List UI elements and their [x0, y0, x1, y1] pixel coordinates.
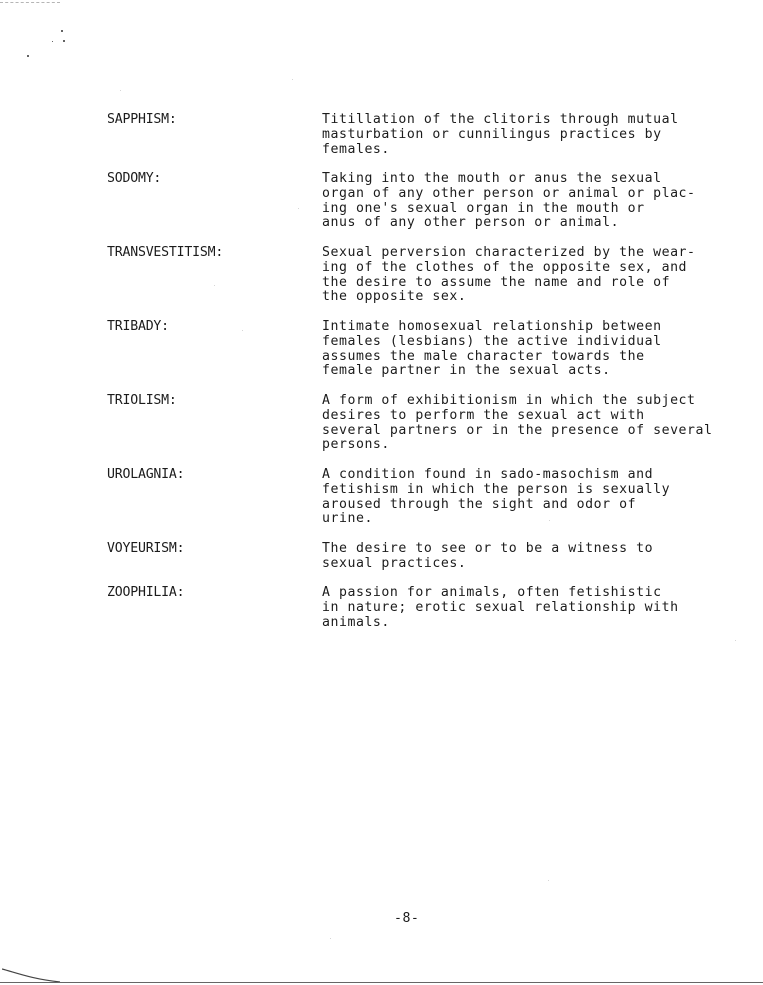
scan-speck: [120, 90, 121, 91]
definition-line: ing of the clothes of the opposite sex, and: [322, 259, 688, 275]
scan-speck: [298, 208, 299, 209]
definition-line: Titillation of the clitoris through mutual: [322, 112, 679, 127]
definition-line: urine.: [322, 511, 373, 527]
glossary-term-urolagnia: UROLAGNIA:: [107, 467, 185, 482]
scan-bottom-edge: [0, 982, 763, 983]
glossary-definition-sapphism: [322, 113, 742, 157]
definition-line: Taking into the mouth or anus the sexual: [322, 171, 662, 186]
glossary-term-sodomy: SODOMY:: [107, 171, 162, 186]
definition-line: A form of exhibitionism in which the subject: [322, 393, 696, 408]
scan-edge-mark: [0, 2, 60, 3]
scan-speck: [292, 79, 293, 80]
definition-line: aroused through the sight and odor of: [322, 496, 637, 512]
glossary-definition-tribady: [322, 320, 742, 379]
scan-edge-curl: [2, 965, 62, 983]
definition-line: females (lesbians) the active individual: [322, 333, 662, 349]
glossary-term-voyeurism: VOYEURISM:: [107, 541, 185, 556]
scan-speck: [548, 880, 549, 881]
definition-line: ing one's sexual organ in the mouth or: [322, 200, 645, 216]
definition-line: persons.: [322, 437, 390, 453]
definition-line: female partner in the sexual acts.: [322, 363, 611, 379]
glossary-definition-transvestitism: [322, 246, 742, 305]
glossary-term-zoophilia: ZOOPHILIA:: [107, 585, 185, 600]
glossary-definition-zoophilia: [322, 586, 742, 630]
definition-line: in nature; erotic sexual relationship with: [322, 599, 679, 615]
definition-line: A condition found in sado-masochism and: [322, 467, 654, 482]
glossary-definition-triolism: [322, 394, 742, 453]
definition-line: organ of any other person or animal or plac-: [322, 185, 696, 201]
definition-line: anus of any other person or animal.: [322, 215, 620, 231]
definition-line: Sexual perversion characterized by the wear-: [322, 245, 696, 260]
scan-speck: [242, 330, 243, 331]
glossary-definition-urolagnia: [322, 468, 742, 527]
page-number: -8-: [394, 911, 420, 926]
definition-line: Intimate homosexual relationship between: [322, 319, 662, 334]
definition-line: The desire to see or to be a witness to: [322, 541, 654, 556]
definition-line: animals.: [322, 614, 390, 630]
definition-line: desires to perform the sexual act with: [322, 407, 645, 423]
scan-speck: [61, 30, 63, 32]
scan-speck: [735, 640, 736, 641]
scan-speck: [63, 40, 65, 42]
scan-speck: [549, 520, 550, 521]
definition-line: masturbation or cunnilingus practices by: [322, 126, 662, 142]
definition-line: several partners or in the presence of several: [322, 422, 713, 438]
scan-speck: [214, 285, 215, 286]
definition-line: sexual practices.: [322, 555, 467, 571]
scan-speck: [27, 55, 29, 57]
definition-line: the opposite sex.: [322, 289, 467, 305]
definition-line: females.: [322, 141, 390, 157]
definition-line: fetishism in which the person is sexually: [322, 481, 671, 497]
glossary-definition-sodomy: [322, 172, 742, 231]
glossary-term-sapphism: SAPPHISM:: [107, 112, 177, 127]
definition-line: A passion for animals, often fetishistic: [322, 585, 662, 600]
glossary-term-transvestitism: TRANSVESTITISM:: [107, 245, 224, 260]
scan-speck: [52, 41, 53, 42]
glossary-term-triolism: TRIOLISM:: [107, 393, 177, 408]
glossary-term-tribady: TRIBADY:: [107, 319, 169, 334]
glossary-definition-voyeurism: [322, 542, 742, 572]
definition-line: the desire to assume the name and role of: [322, 274, 671, 290]
scan-speck: [330, 938, 331, 939]
definition-line: assumes the male character towards the: [322, 348, 645, 364]
